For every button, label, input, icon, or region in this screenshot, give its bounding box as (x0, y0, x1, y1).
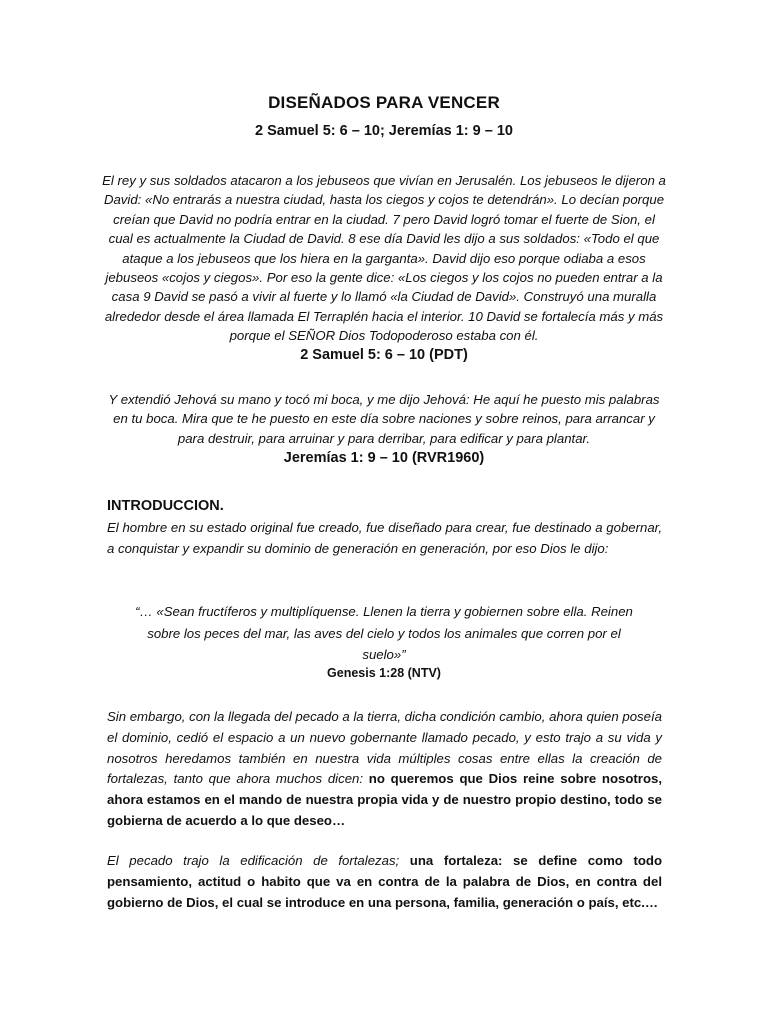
paragraph-pecado (107, 707, 662, 832)
scripture-quote-samuel: El rey y sus soldados atacaron a los jebuseos que vivían en Jerusalén. Los jebuseos le dijeron a David: «No entrarás a nuestra ciudad, hasta los ciegos y cojos te detendrán». Lo decían porque creían que David no podría entrar en la ciudad. 7 pero David logró tomar el fuerte de Sion, el cual es actualmente la Ciudad de David. 8 ese día David les dijo a sus soldados: «Todo el que ataque a los jebuseos que los hiera en la garganta». David dijo eso porque odiaba a esos jebuseos «cojos y ciegos». Por eso la gente dice: «Los ciegos y los cojos no pueden entrar a la casa 9 David se pasó a vivir al fuerte y lo llamó «la Ciudad de David». Construyó una muralla alrededor desde el área llamada El Terraplén hacia el interior. 10 David se fortalecía más y más porque el SEÑOR Dios Todopoderoso estaba con él. (102, 173, 666, 344)
intro-heading: INTRODUCCION. (107, 498, 224, 514)
scripture-quote-genesis: “… «Sean fructíferos y multiplíquense. Llenen la tierra y gobiernen sobre ella. Reinen sobre los peces del mar, las aves del cielo y todos los animales que corren por el suelo»” (135, 604, 633, 662)
paragraph-fortalezas-emphasis: una fortaleza: se define como todo pensamiento, actitud o habito que va en contra de la palabra de Dios, en contra del gobierno de Dios, el cual se introduce en una persona, familia, generación o país, etc.… (107, 853, 662, 910)
scripture-reference-jeremias: Jeremías 1: 9 – 10 (RVR1960) (283, 450, 485, 466)
paragraph-fortalezas (107, 851, 662, 913)
scripture-reference-genesis: Genesis 1:28 (NTV) (327, 666, 441, 680)
paragraph-pecado-text: Sin embargo, con la llegada del pecado a la tierra, dicha condición cambio, ahora quien poseía el dominio, cedió el espacio a un nuevo gobernante llamado pecado, y esto trajo a su vida y nosotros heredamos también en nuestra vida múltiples cosas entre ellas la creación de fortalezas, tanto que ahora muchos dicen: (107, 709, 662, 787)
intro-paragraph: El hombre en su estado original fue creado, fue diseñado para crear, fue destinado a gobernar, a conquistar y expandir su dominio de generación en generación, por eso Dios le dijo: (107, 520, 662, 556)
paragraph-pecado-emphasis: no queremos que Dios reine sobre nosotros, ahora estamos en el mando de nuestra propia vida y de nuestro propio destino, todo se gobierna de acuerdo a lo que deseo… (107, 771, 662, 828)
scripture-reference-samuel: 2 Samuel 5: 6 – 10 (PDT) (300, 347, 468, 363)
paragraph-fortalezas-text: El pecado trajo la edificación de fortalezas; (107, 853, 410, 868)
scripture-quote-jeremias: Y extendió Jehová su mano y tocó mi boca, y me dijo Jehová: He aquí he puesto mis palabras en tu boca. Mira que te he puesto en este día sobre naciones y sobre reinos, para arrancar y para destruir, para arruinar y para derribar, para edificar y para plantar. (108, 392, 660, 446)
document-title: DISEÑADOS PARA VENCER (268, 93, 500, 112)
document-subtitle: 2 Samuel 5: 6 – 10; Jeremías 1: 9 – 10 (255, 123, 513, 139)
